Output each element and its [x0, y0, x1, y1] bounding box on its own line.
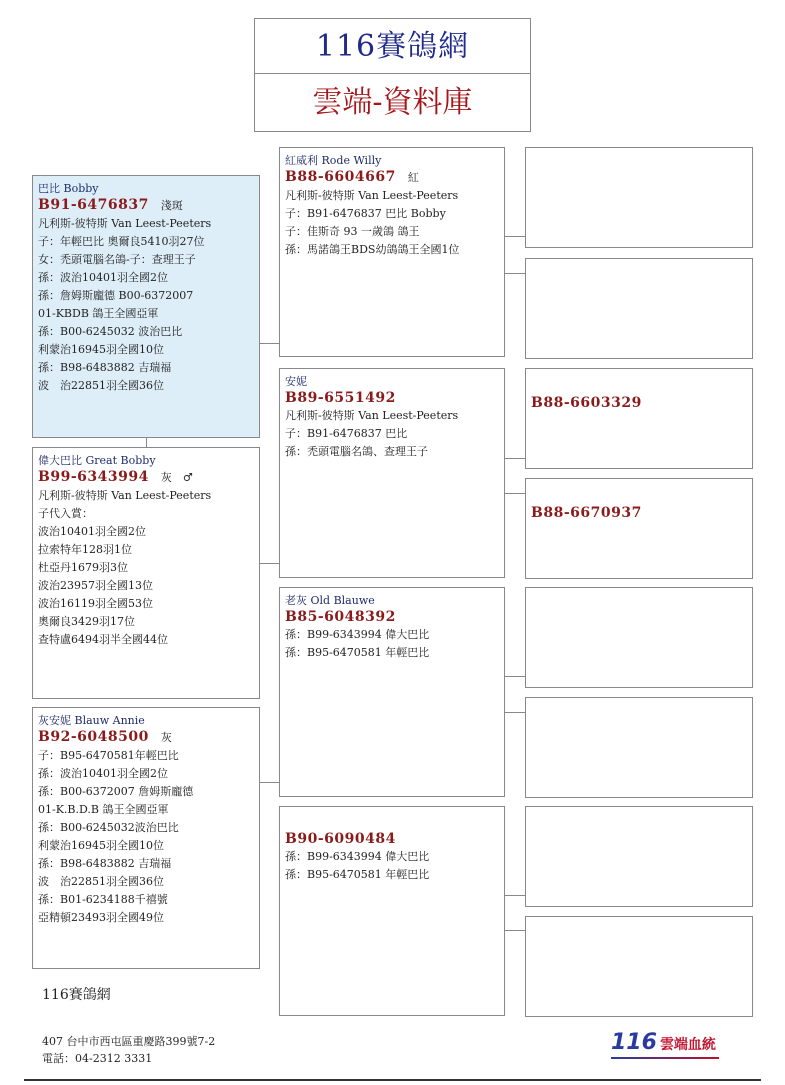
info-line: 孫：B00-6245032波治巴比: [38, 821, 179, 834]
bird-name: 灰安妮 Blauw Annie: [38, 714, 145, 727]
info-line: 子：B91-6476837 巴比 Bobby: [285, 207, 446, 220]
footer-divider: [24, 1079, 761, 1081]
info-line: 孫：馬諾鴿王BDS幼鴿鴿王全國1位: [285, 243, 460, 256]
connector-line: [505, 895, 525, 896]
ggp-card-4: [525, 478, 753, 579]
connector-line: [505, 236, 525, 237]
ring-number: B92-6048500: [38, 729, 149, 745]
info-line: 孫：禿頭電腦名鴿、查理王子: [285, 445, 428, 458]
ring-number: B91-6476837: [38, 197, 149, 213]
info-line: 孫：B99-6343994 偉大巴比: [285, 850, 430, 863]
bird-name: 偉大巴比 Great Bobby: [38, 454, 156, 467]
info-line: 杜亞丹1679羽3位: [38, 561, 128, 574]
connector-line: [260, 343, 279, 344]
site-title: 116賽鴿網: [254, 18, 531, 74]
info-line: 子：佳斯奇 93 一歲鴿 鴿王: [285, 225, 420, 238]
phone: 電話：04-2312 3331: [42, 1052, 153, 1065]
info-line: 波治10401羽全國2位: [38, 525, 146, 538]
info-line: 凡利斯-彼特斯 Van Leest-Peeters: [38, 217, 212, 230]
ring-number: B88-6603329: [531, 395, 642, 411]
brand-logo: [611, 1030, 716, 1055]
grandsire-maternal-card: [279, 587, 505, 797]
connector-line: [505, 930, 525, 931]
bird-name: 紅威利 Rode Willy: [285, 154, 382, 167]
info-line: 子代入賞：: [38, 507, 93, 520]
info-line: 波治16119羽全國53位: [38, 597, 153, 610]
ring-number: B90-6090484: [285, 831, 396, 847]
ggp-card-3: [525, 368, 753, 469]
bird-color: 淺斑: [160, 199, 183, 212]
ring-number: B89-6551492: [285, 390, 396, 406]
bird-color: 灰 ♂: [160, 471, 193, 484]
logo-number: 116: [611, 1030, 657, 1055]
bird-color: 灰: [160, 731, 172, 744]
granddam-paternal-card: [279, 368, 505, 578]
info-line: 孫：詹姆斯龐德 B00-6372007: [38, 289, 194, 302]
info-line: 子：年輕巴比 奧爾良5410羽27位: [38, 235, 205, 248]
bird-name: 巴比 Bobby: [38, 182, 99, 195]
info-line: 凡利斯-彼特斯 Van Leest-Peeters: [285, 409, 459, 422]
ggp-card-8: [525, 916, 753, 1017]
connector-line: [505, 712, 525, 713]
connector-line: [505, 493, 525, 494]
granddam-maternal-card: [279, 806, 505, 1016]
grandsire-paternal-card: [279, 147, 505, 357]
address: 407 台中市西屯區重慶路399號7-2: [42, 1035, 216, 1048]
info-line: 利蒙治16945羽全國10位: [38, 839, 164, 852]
info-line: 波 治22851羽全國36位: [38, 875, 164, 888]
info-line: 孫：波治10401羽全國2位: [38, 767, 168, 780]
info-line: 孫：B00-6372007 詹姆斯龐德: [38, 785, 194, 798]
info-line: 孫：B00-6245032 波治巴比: [38, 325, 183, 338]
info-line: 孫：B95-6470581 年輕巴比: [285, 868, 430, 881]
ring-number: B99-6343994: [38, 469, 149, 485]
logo-text: 雲端血統: [659, 1037, 716, 1053]
ring-number: B85-6048392: [285, 609, 396, 625]
ggp-card-6: [525, 697, 753, 798]
ggp-card-5: [525, 587, 753, 688]
dam-card: [32, 707, 260, 969]
bird-name: 老灰 Old Blauwe: [285, 594, 375, 607]
info-line: 孫：B98-6483882 吉瑞福: [38, 361, 172, 374]
info-line: 查特盧6494羽半全國44位: [38, 633, 168, 646]
ggp-card-7: [525, 806, 753, 907]
contact-info: [42, 1033, 215, 1067]
info-line: 孫：B99-6343994 偉大巴比: [285, 628, 430, 641]
info-line: 孫：B98-6483882 吉瑞福: [38, 857, 172, 870]
logo-underline: [611, 1057, 719, 1059]
info-line: 奧爾良3429羽17位: [38, 615, 135, 628]
connector-line: [146, 438, 147, 447]
info-line: 波 治22851羽全國36位: [38, 379, 164, 392]
info-line: 拉索特年128羽1位: [38, 543, 132, 556]
info-line: 孫：B95-6470581 年輕巴比: [285, 646, 430, 659]
info-line: 凡利斯-彼特斯 Van Leest-Peeters: [285, 189, 459, 202]
ring-number: B88-6604667: [285, 169, 396, 185]
ggp-card-1: [525, 147, 753, 248]
bird-name: 安妮: [285, 375, 307, 388]
footer-site-name: 116賽鴿網: [42, 987, 111, 1003]
connector-line: [505, 676, 525, 677]
info-line: 利蒙治16945羽全國10位: [38, 343, 164, 356]
info-line: 孫：B01-6234188千禧號: [38, 893, 168, 906]
info-line: 女：禿頭電腦名鴿-子：查理王子: [38, 253, 196, 266]
info-line: 凡利斯-彼特斯 Van Leest-Peeters: [38, 489, 212, 502]
database-title: 雲端-資料庫: [254, 74, 531, 132]
info-line: 子：B91-6476837 巴比: [285, 427, 408, 440]
subject-bird-card: [32, 175, 260, 438]
connector-line: [505, 273, 525, 274]
info-line: 波治23957羽全國13位: [38, 579, 153, 592]
bird-color: 紅: [407, 171, 419, 184]
sire-card: [32, 447, 260, 699]
connector-line: [260, 563, 279, 564]
ggp-card-2: [525, 258, 753, 359]
info-line: 01-KBDB 鴿王全國亞軍: [38, 307, 159, 320]
info-line: 子：B95-6470581年輕巴比: [38, 749, 179, 762]
connector-line: [505, 458, 525, 459]
info-line: 01-K.B.D.B 鴿王全國亞軍: [38, 803, 169, 816]
info-line: 亞精頓23493羽全國49位: [38, 911, 164, 924]
connector-line: [260, 782, 279, 783]
info-line: 孫：波治10401羽全國2位: [38, 271, 168, 284]
ring-number: B88-6670937: [531, 505, 642, 521]
